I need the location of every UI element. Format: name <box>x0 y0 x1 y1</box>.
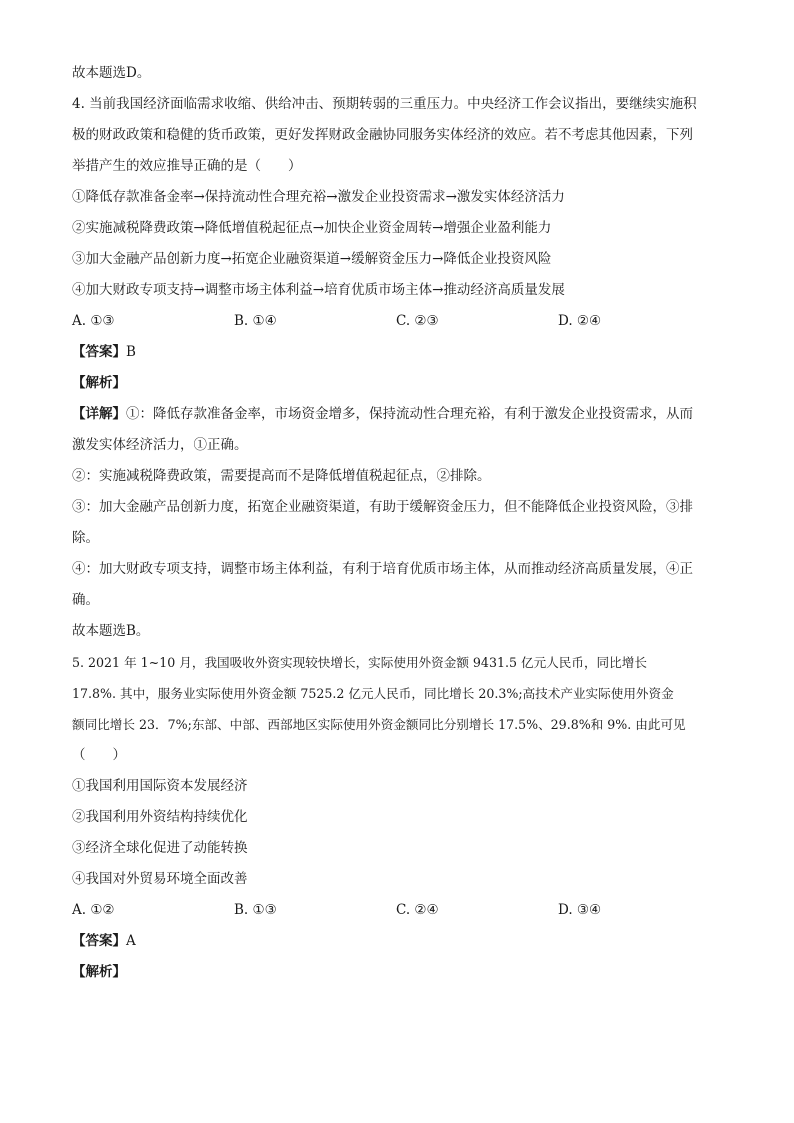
q4-detail-line: ③：加大金融产品创新力度，拓宽企业融资渠道，有助于缓解资金压力，但不能降低企业投资风险，③排 <box>72 499 693 515</box>
q5-stem-line: 17.8%. 其中，服务业实际使用外资金额 7525.2 亿元人民币，同比增长 20.3%;高技术产业实际使用外资金 <box>72 686 674 701</box>
q4-analysis-label: 【解析】 <box>72 375 126 391</box>
question-4 <box>72 89 722 647</box>
q4-item-3: ③加大金融产品创新力度→拓宽企业融资渠道→缓解资金压力→降低企业投资风险 <box>72 251 552 267</box>
q5-options <box>72 895 722 926</box>
detail-label: 【详解】 <box>72 406 126 422</box>
q5-option-a: A. ①② <box>72 902 115 918</box>
q4-option-c: C. ②③ <box>396 313 439 329</box>
q5-item-4: ④我国对外贸易环境全面改善 <box>72 871 248 887</box>
q4-item-2: ②实施减税降费政策→降低增值税起征点→加快企业资金周转→增强企业盈利能力 <box>72 220 552 236</box>
answer-value: B <box>126 344 136 360</box>
q4-option-d: D. ②④ <box>558 313 602 329</box>
q3-conclusion: 故本题选D。 <box>72 65 151 81</box>
q5-stem-line: 额同比增长 23．7%;东部、中部、西部地区实际使用外资金额同比分别增长 17.5%、29.8%和 9%. 由此可见 <box>72 717 686 732</box>
q4-detail-line: 确。 <box>72 592 99 608</box>
answer-label: 【答案】 <box>72 344 126 360</box>
q4-detail-line: 除。 <box>72 530 99 546</box>
q5-analysis-label: 【解析】 <box>72 964 126 980</box>
detail-text: ①：降低存款准备金率，市场资金增多，保持流动性合理充裕，有利于激发企业投资需求，从而 <box>126 406 693 422</box>
q4-stem-line: 举措产生的效应推导正确的是（ ） <box>72 158 302 174</box>
q5-item-1: ①我国利用国际资本发展经济 <box>72 778 248 794</box>
q5-stem-line: （ ） <box>72 747 126 763</box>
q5-option-d: D. ③④ <box>558 902 602 918</box>
q4-item-4: ④加大财政专项支持→调整市场主体利益→培育优质市场主体→推动经济高质量发展 <box>72 282 565 298</box>
q4-detail-line: 激发实体经济活力，①正确。 <box>72 437 248 453</box>
q5-option-c: C. ②④ <box>396 902 439 918</box>
answer-value: A <box>126 933 136 949</box>
q5-answer <box>72 926 722 957</box>
q4-stem-line: 4. 当前我国经济面临需求收缩、供给冲击、预期转弱的三重压力。中央经济工作会议指出，要继续实施积 <box>72 96 697 112</box>
document-page <box>72 58 722 988</box>
q4-item-1: ①降低存款准备金率→保持流动性合理充裕→激发企业投资需求→激发实体经济活力 <box>72 189 565 205</box>
answer-label: 【答案】 <box>72 933 126 949</box>
q4-option-a: A. ①③ <box>72 313 115 329</box>
q4-answer <box>72 337 722 368</box>
q4-conclusion: 故本题选B。 <box>72 623 150 639</box>
q4-stem-line: 极的财政政策和稳健的货币政策，更好发挥财政金融协同服务实体经济的效应。若不考虑其他因素，下列 <box>72 127 693 143</box>
q4-detail-line: ②：实施减税降费政策，需要提高而不是降低增值税起征点，②排除。 <box>72 468 491 484</box>
q4-option-b: B. ①④ <box>234 313 277 329</box>
q4-detail-line: ④：加大财政专项支持，调整市场主体利益，有利于培育优质市场主体，从而推动经济高质量发展，④正 <box>72 561 693 577</box>
q5-stem-line: 5. 2021 年 1~10 月，我国吸收外资实现较快增长，实际使用外资金额 9431.5 亿元人民币，同比增长 <box>72 655 647 670</box>
q5-item-3: ③经济全球化促进了动能转换 <box>72 840 248 856</box>
q5-option-b: B. ①③ <box>234 902 277 918</box>
question-5 <box>72 647 722 988</box>
q5-item-2: ②我国利用外资结构持续优化 <box>72 809 248 825</box>
q4-detail-line <box>72 399 722 430</box>
q4-options <box>72 306 722 337</box>
